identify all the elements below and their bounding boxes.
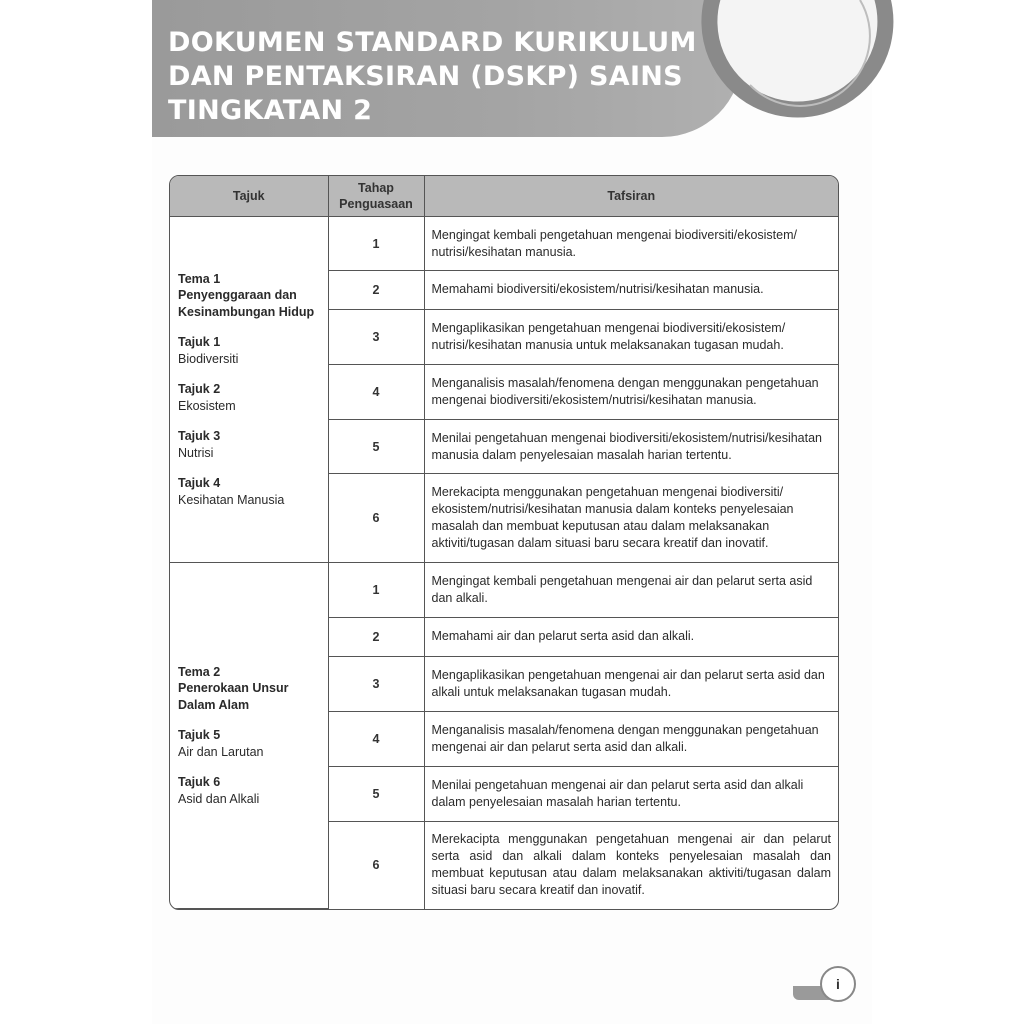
interpretation-text: Memahami air dan pelarut serta asid dan alkali. [424, 618, 838, 656]
interpretation-text: Merekacipta menggunakan pengetahuan mengenai biodiversiti/ ekosistem/nutrisi/kesihatan manusia dalam konteks penyelesaian masalah dan membuat keputusan atau dalam melaksanakan aktiviti/tugasan dalam situasi baru secara kreatif dan inovatif. [424, 474, 838, 563]
level-number: 3 [328, 656, 424, 711]
topic-label: Tajuk 4 [178, 476, 221, 491]
header-interpretation: Tafsiran [424, 176, 838, 217]
interpretation-text: Mengingat kembali pengetahuan mengenai biodiversiti/ekosistem/ nutrisi/kesihatan manusia. [424, 217, 838, 271]
theme-name: Penerokaan Unsur Dalam Alam [178, 681, 289, 712]
interpretation-text: Menilai pengetahuan mengenai biodiversiti/ekosistem/nutrisi/kesihatan manusia dalam penyelesaian masalah harian tertentu. [424, 420, 838, 474]
topic-block [178, 774, 320, 807]
level-number: 1 [328, 562, 424, 617]
interpretation-text: Mengaplikasikan pengetahuan mengenai biodiversiti/ekosistem/ nutrisi/kesihatan manusia untuk melaksanakan tugasan mudah. [424, 309, 838, 364]
title-line-1: DOKUMEN STANDARD KURIKULUM [168, 27, 697, 58]
page-title [168, 26, 728, 128]
dskp-table [169, 175, 839, 910]
interpretation-text: Mengaplikasikan pengetahuan mengenai air dan pelarut serta asid dan alkali untuk melaksanakan tugasan mudah. [424, 656, 838, 711]
topic-block [178, 428, 320, 461]
interpretation-text: Merekacipta menggunakan pengetahuan mengenai air dan pelarut serta asid dan alkali dalam konteks penyelesaian masalah dan membuat keputusan atau dalam melaksanakan aktiviti/tugasan dalam situasi baru secara kreatif dan inovatif. [431, 832, 831, 898]
theme-2-topic-cell [170, 562, 328, 908]
table-row [170, 562, 838, 617]
level-number: 2 [328, 618, 424, 656]
level-number: 6 [328, 822, 424, 909]
interpretation-text: Menganalisis masalah/fenomena dengan menggunakan pengetahuan mengenai air dan pelarut serta asid dan alkali. [424, 711, 838, 766]
title-line-2: DAN PENTAKSIRAN (DSKP) SAINS [168, 61, 683, 92]
topic-name: Biodiversiti [178, 351, 239, 366]
theme-label: Tema 1 [178, 271, 221, 286]
theme-1-topic-cell [170, 217, 328, 563]
theme-label: Tema 2 [178, 664, 221, 679]
topic-name: Kesihatan Manusia [178, 492, 285, 507]
header-level-line1: Tahap [358, 181, 394, 195]
topic-label: Tajuk 3 [178, 429, 221, 444]
level-number: 5 [328, 767, 424, 822]
table-header-row [170, 176, 838, 217]
topic-name: Ekosistem [178, 398, 236, 413]
topic-label: Tajuk 2 [178, 382, 221, 397]
level-number: 4 [328, 711, 424, 766]
topic-name: Air dan Larutan [178, 744, 264, 759]
header-level [328, 176, 424, 217]
level-number: 1 [328, 217, 424, 271]
header-level-line2: Penguasaan [339, 197, 413, 211]
topic-label: Tajuk 1 [178, 335, 221, 350]
table-row [170, 217, 838, 271]
topic-label: Tajuk 5 [178, 728, 221, 743]
topic-block [178, 381, 320, 414]
theme-block [178, 271, 320, 321]
topic-block [178, 334, 320, 367]
theme-name: Penyenggaraan dan Kesinambungan Hidup [178, 288, 315, 319]
interpretation-text: Menilai pengetahuan mengenai air dan pelarut serta asid dan alkali dalam penyelesaian masalah harian tertentu. [424, 767, 838, 822]
header-topic: Tajuk [170, 176, 328, 217]
interpretation-text: Menganalisis masalah/fenomena dengan menggunakan pengetahuan mengenai biodiversiti/ekosistem/nutrisi/kesihatan manusia. [424, 364, 838, 419]
level-number: 6 [328, 474, 424, 563]
interpretation-text: Mengingat kembali pengetahuan mengenai air dan pelarut serta asid dan alkali. [424, 562, 838, 617]
level-number: 4 [328, 364, 424, 419]
title-line-3: TINGKATAN 2 [168, 95, 373, 126]
theme-block [178, 664, 320, 714]
page-number: i [820, 966, 856, 1002]
level-number: 3 [328, 309, 424, 364]
level-number: 2 [328, 271, 424, 309]
topic-name: Asid dan Alkali [178, 791, 260, 806]
topic-block [178, 475, 320, 508]
level-number: 5 [328, 420, 424, 474]
topic-label: Tajuk 6 [178, 775, 221, 790]
interpretation-text: Memahami biodiversiti/ekosistem/nutrisi/kesihatan manusia. [424, 271, 838, 309]
topic-block [178, 727, 320, 760]
topic-name: Nutrisi [178, 445, 214, 460]
